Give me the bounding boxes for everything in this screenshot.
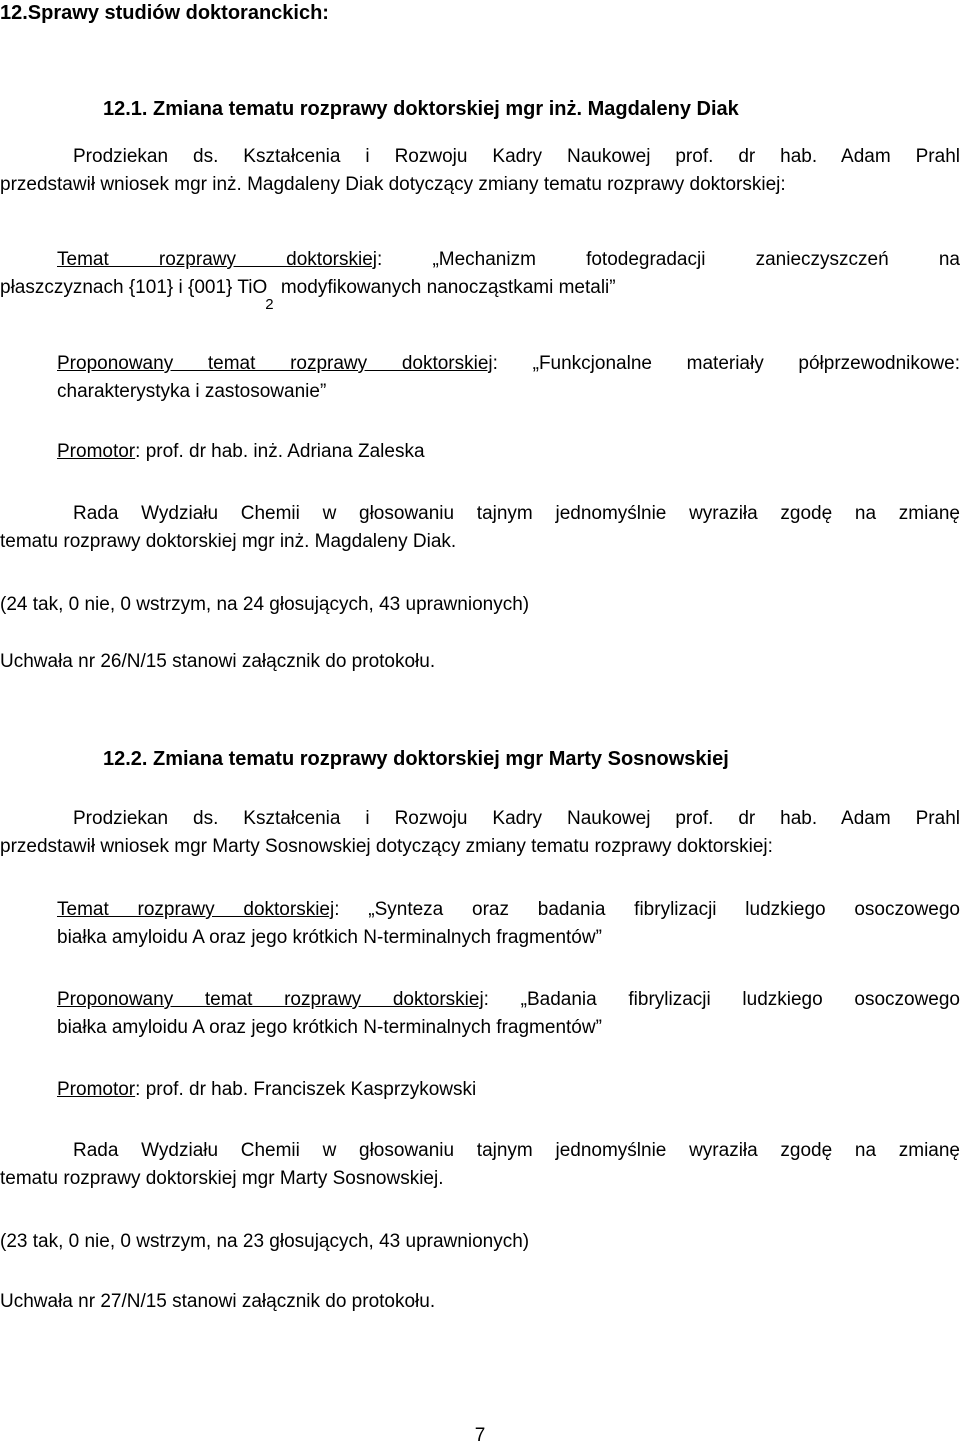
item-1-proposed-label: Proponowany temat rozprawy doktorskiej <box>57 353 493 374</box>
item-2-topic-label: Temat rozprawy doktorskiej <box>57 899 335 920</box>
item-2-resolution: Uchwała nr 27/N/15 stanowi załącznik do protokołu. <box>0 1291 436 1312</box>
item-1-topic-text-2b: modyfikowanych nanocząstkami metali” <box>275 277 616 298</box>
item-1-intro-line-1: Prodziekan ds. Kształcenia i Rozwoju Kadry Naukowej prof. dr hab. Adam Prahl <box>73 146 960 167</box>
item-2-intro-line-2: przedstawił wniosek mgr Marty Sosnowskiej dotyczący zmiany tematu rozprawy doktorskiej: <box>0 836 773 857</box>
item-1-proposed-line-2: charakterystyka i zastosowanie” <box>57 381 327 402</box>
item-1-promotor-label: Promotor <box>57 441 136 462</box>
item-1-heading: 12.1. Zmiana tematu rozprawy doktorskiej mgr inż. Magdaleny Diak <box>103 98 739 120</box>
item-1-vote: (24 tak, 0 nie, 0 wstrzym, na 24 głosujących, 43 uprawnionych) <box>0 594 530 615</box>
item-2-proposed-line-2: białka amyloidu A oraz jego krótkich N-terminalnych fragmentów” <box>57 1017 602 1038</box>
item-1-resolution: Uchwała nr 26/N/15 stanowi załącznik do protokołu. <box>0 651 436 672</box>
item-2-decision-line-1: Rada Wydziału Chemii w głosowaniu tajnym jednomyślnie wyraziła zgodę na zmianę <box>73 1140 960 1161</box>
item-1-topic-line-2 <box>0 274 960 313</box>
item-1-promotor <box>57 438 960 466</box>
item-1-decision <box>0 500 960 556</box>
item-1-decision-line-2: tematu rozprawy doktorskiej mgr inż. Magdaleny Diak. <box>0 531 457 552</box>
item-2-topic-text-1: : „Synteza oraz badania fibrylizacji ludzkiego osoczowego <box>334 899 960 920</box>
item-2-vote: (23 tak, 0 nie, 0 wstrzym, na 23 głosujących, 43 uprawnionych) <box>0 1231 530 1252</box>
item-1-topic <box>0 246 960 313</box>
item-1-proposed <box>57 350 960 406</box>
item-2-proposed-line-1 <box>57 986 960 1014</box>
item-1-proposed-line-1 <box>57 350 960 378</box>
section-heading: 12.Sprawy studiów doktoranckich: <box>0 2 329 24</box>
item-2-decision <box>0 1137 960 1193</box>
item-1-promotor-value: : prof. dr hab. inż. Adriana Zaleska <box>135 441 425 462</box>
item-1-topic-text-2a: płaszczyznach {101} i {001} TiO <box>0 277 268 298</box>
item-2-promotor-label: Promotor <box>57 1079 136 1100</box>
item-2-proposed-label: Proponowany temat rozprawy doktorskiej <box>57 989 484 1010</box>
item-1-decision-line-1: Rada Wydziału Chemii w głosowaniu tajnym jednomyślnie wyraziła zgodę na zmianę <box>73 503 960 524</box>
item-1-topic-text-1: : „Mechanizm fotodegradacji zanieczyszczeń na <box>376 249 960 270</box>
item-1-proposed-text-1: : „Funkcjonalne materiały półprzewodnikowe: <box>492 353 960 374</box>
item-2-promotor <box>57 1076 960 1104</box>
item-2-intro-line-1: Prodziekan ds. Kształcenia i Rozwoju Kadry Naukowej prof. dr hab. Adam Prahl <box>73 808 960 829</box>
item-2-topic-line-1 <box>57 896 960 924</box>
item-2-promotor-value: : prof. dr hab. Franciszek Kasprzykowski <box>135 1079 477 1100</box>
item-2-decision-line-2: tematu rozprawy doktorskiej mgr Marty Sosnowskiej. <box>0 1168 444 1189</box>
item-2-intro <box>0 805 960 861</box>
item-1-topic-subscript: 2 <box>265 296 274 313</box>
item-2-proposed-text-1: : „Badania fibrylizacji ludzkiego osoczowego <box>483 989 960 1010</box>
item-1-intro <box>0 143 960 199</box>
page-number: 7 <box>474 1425 486 1446</box>
item-2-heading: 12.2. Zmiana tematu rozprawy doktorskiej mgr Marty Sosnowskiej <box>103 748 729 770</box>
item-2-proposed <box>57 986 960 1042</box>
item-1-topic-line-1 <box>57 246 960 274</box>
item-1-topic-label: Temat rozprawy doktorskiej <box>57 249 377 270</box>
item-2-topic-line-2: białka amyloidu A oraz jego krótkich N-terminalnych fragmentów” <box>57 927 602 948</box>
item-1-intro-line-2: przedstawił wniosek mgr inż. Magdaleny Diak dotyczący zmiany tematu rozprawy doktorskiej: <box>0 174 786 195</box>
item-2-topic <box>57 896 960 952</box>
